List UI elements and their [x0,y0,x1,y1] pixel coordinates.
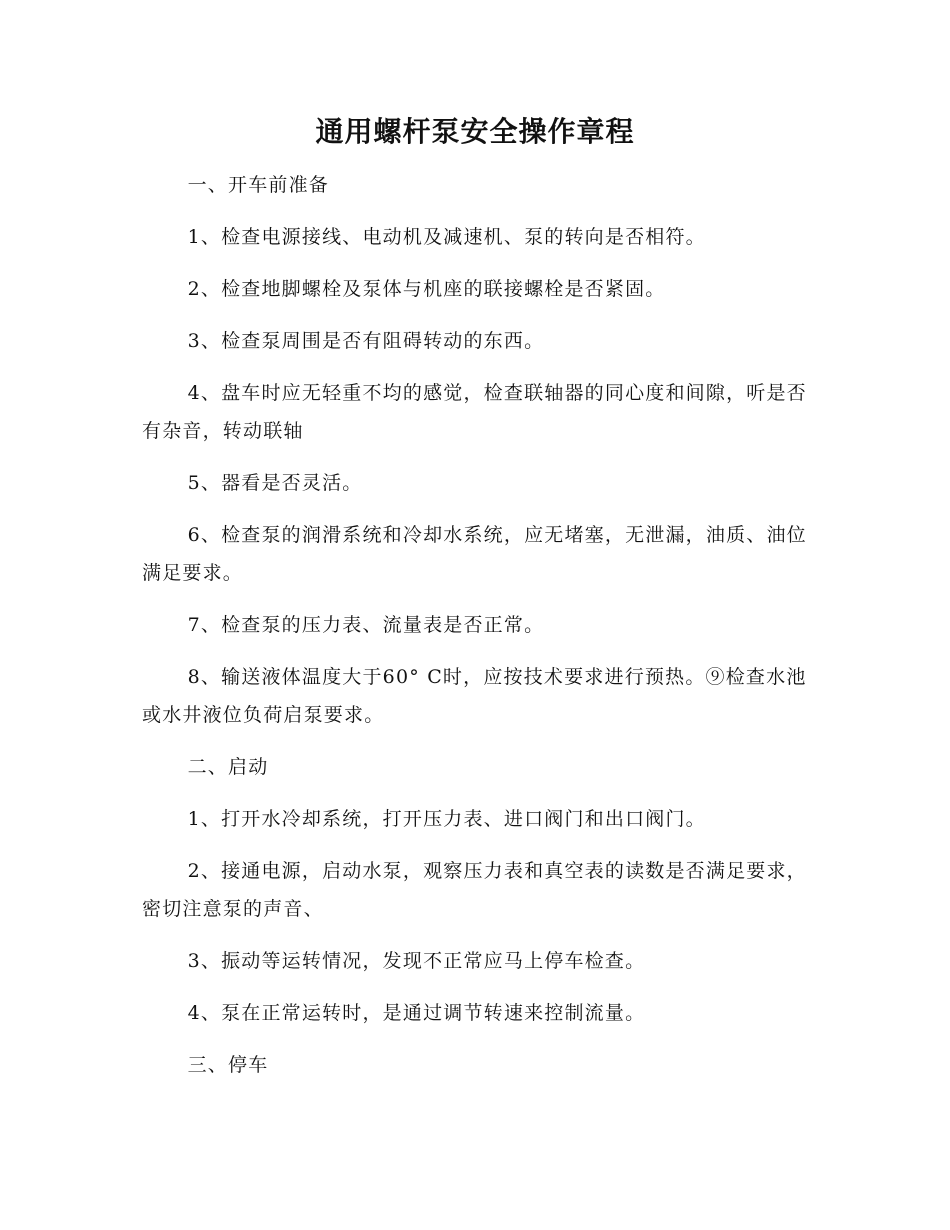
document-title: 通用螺杆泵安全操作章程 [315,115,635,148]
paragraph-item: 1、打开水冷却系统，打开压力表、进口阀门和出口阀门。 [187,808,706,830]
paragraph-item: 3、振动等运转情况，发现不正常应马上停车检查。 [187,950,646,972]
paragraph-item: 3、检查泵周围是否有阻碍转动的东西。 [187,330,545,352]
section-heading-prepare: 一、开车前准备 [187,174,329,196]
paragraph-item: 6、检查泵的润滑系统和冷却水系统，应无堵塞，无泄漏，油质、油位满足要求。 [142,524,807,584]
section-heading-start: 二、启动 [187,756,269,778]
paragraph-item: 2、接通电源，启动水泵，观察压力表和真空表的读数是否满足要求，密切注意泵的声音、 [142,860,807,920]
document-body [142,166,810,1098]
paragraph-item: 5、器看是否灵活。 [187,472,363,494]
paragraph-item: 2、检查地脚螺栓及泵体与机座的联接螺栓是否紧固。 [187,278,666,300]
paragraph-item: 1、检查电源接线、电动机及减速机、泵的转向是否相符。 [187,226,706,248]
section-heading-stop: 三、停车 [187,1054,269,1076]
paragraph-item: 4、盘车时应无轻重不均的感觉，检查联轴器的同心度和间隙，听是否有杂音，转动联轴 [142,382,807,442]
paragraph-item: 4、泵在正常运转时，是通过调节转速来控制流量。 [187,1002,646,1024]
paragraph-item: 7、检查泵的压力表、流量表是否正常。 [187,614,545,636]
paragraph-item: 8、输送液体温度大于60° C时，应按技术要求进行预热。⑨检查水池或水井液位负荷启泵要求。 [142,666,807,726]
